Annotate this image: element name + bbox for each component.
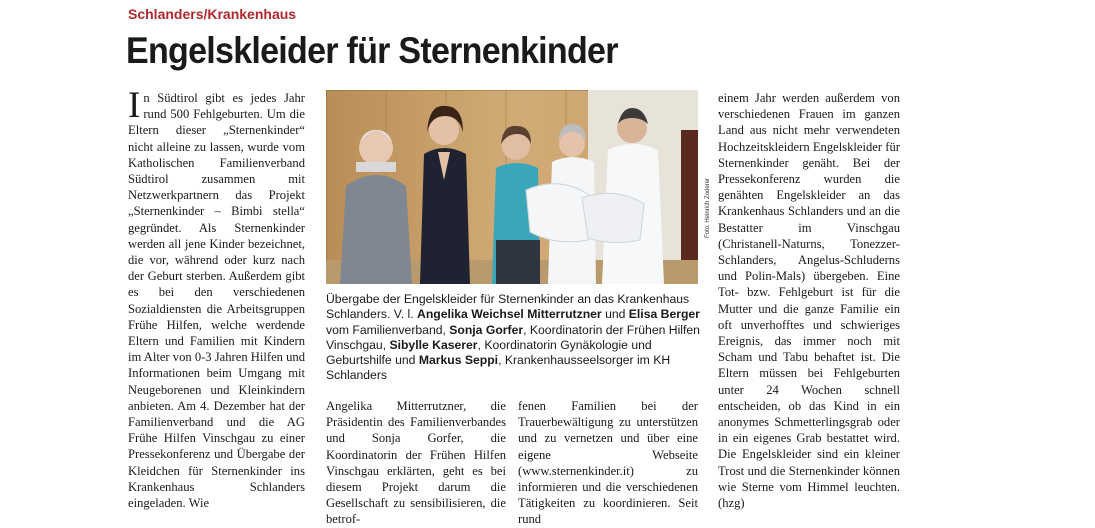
article-column-1: In Südtirol gibt es jedes Jahr rund 500 Fehlgeburten. Um die Eltern dieser „Sternenkinder“ nicht alleine zu lassen, wurde vom Katholischen Familienverband Südtirol zusammen mit Netzwerkpartnern das Projekt „Sternenkinder – Bimbi stella“ gegründet. Als Sternenkinder werden all jene Kinder bezeichnet, die vor, während oder kurz nach der Geburt sterben. Außerdem gibt es bei den verschiedenen Sozialdiensten die Arbeitsgruppen Frühe Hilfen, welche werdende Eltern und Familien mit Kindern im Alter von 0-3 Jahren Hilfen und Informationen beim Umgang mit Neugeborenen und Kleinkindern anbieten. Am 4. Dezember hat der Familienverband und die AG Frühe Hilfen Vinschgau zu einer Pressekonferenz und Übergabe der Kleidchen für Sternenkinder ins Krankenhaus Schlanders eingeladen. Wie [128,85,305,511]
caption-name: Markus Seppi [418,353,499,368]
caption-text: , Koordinatorin Gynäkologie und Geburtshilfe und [326,337,652,368]
article-column-2: Angelika Mitterrutzner, die Präsidentin des Familienverbandes und Sonja Gorfer, die Koordinatorin der Frühen Hilfen Vinschgau erklärten, geht es bei diesem Projekt darum die Gesellschaft zu sensibilisieren, die betrof- [326,399,506,527]
caption-text: Übergabe der Engelskleider für Sternenkinder an das Krankenhaus Schlanders. V. l. [326,292,690,322]
caption-name: Sibylle Kaserer [389,337,478,352]
photo-credit: Foto: Heinrich Zoderer [705,177,711,238]
article-column-3: fenen Familien bei der Trauerbewältigung zu unterstützen und zu vernetzen und über eine eigene Webseite (www.sternenkinder.it) zu informieren und die verschiedenen Tätigkeiten zu koordinieren. Seit rund [518,399,698,527]
article-photo [326,90,698,284]
caption-text: , Krankenhausseelsorger im KH Schlanders [326,353,671,383]
caption-name: Sonja Gorfer [449,322,524,337]
caption-name: Elisa Berger [628,307,700,322]
article-kicker: Schlanders/Krankenhaus [128,6,297,22]
caption-text: und [601,307,629,322]
article-headline: Engelskleider für Sternenkinder [126,30,618,71]
article-column-4: einem Jahr werden außerdem von verschiedenen Frauen im ganzen Land aus nicht mehr verwendeten Hochzeitskleidern Engelskleider für Sternenkinder genäht. Bei der Pressekonferenz wurden die genähten Engelskleider an das Krankenhaus Schlanders und an die Bestatter im Vinschgau (Christanell-Naturns, Tonezzer-Schlanders, Angelus-Schluderns und Polin-Mals) übergeben. Eine Tot- bzw. Fehlgeburt ist für die Mutter und die ganze Familie ein oft unverhofftes und schwieriges Ereignis, das immer noch mit Scham und Tabu behaftet ist. Die Eltern müssen bei Fehlgeburten unter 24 Wochen schnell entscheiden, ob das Kind in ein anonymes Schmetterlingsgrab oder in ein eigenes Grab bestattet wird. Die Engelskleider sind ein kleiner Trost und die Sternenkinder können wie Sterne vom Himmel leuchten. (hzg) [718,91,900,511]
caption-name: Angelika Weichsel Mitterrutzner [417,307,602,322]
caption-text: , Koordinatorin der Frühen Hilfen Vinschgau, [326,322,700,352]
photo-caption [326,292,704,384]
caption-text: vom Familienverband, [326,322,450,337]
